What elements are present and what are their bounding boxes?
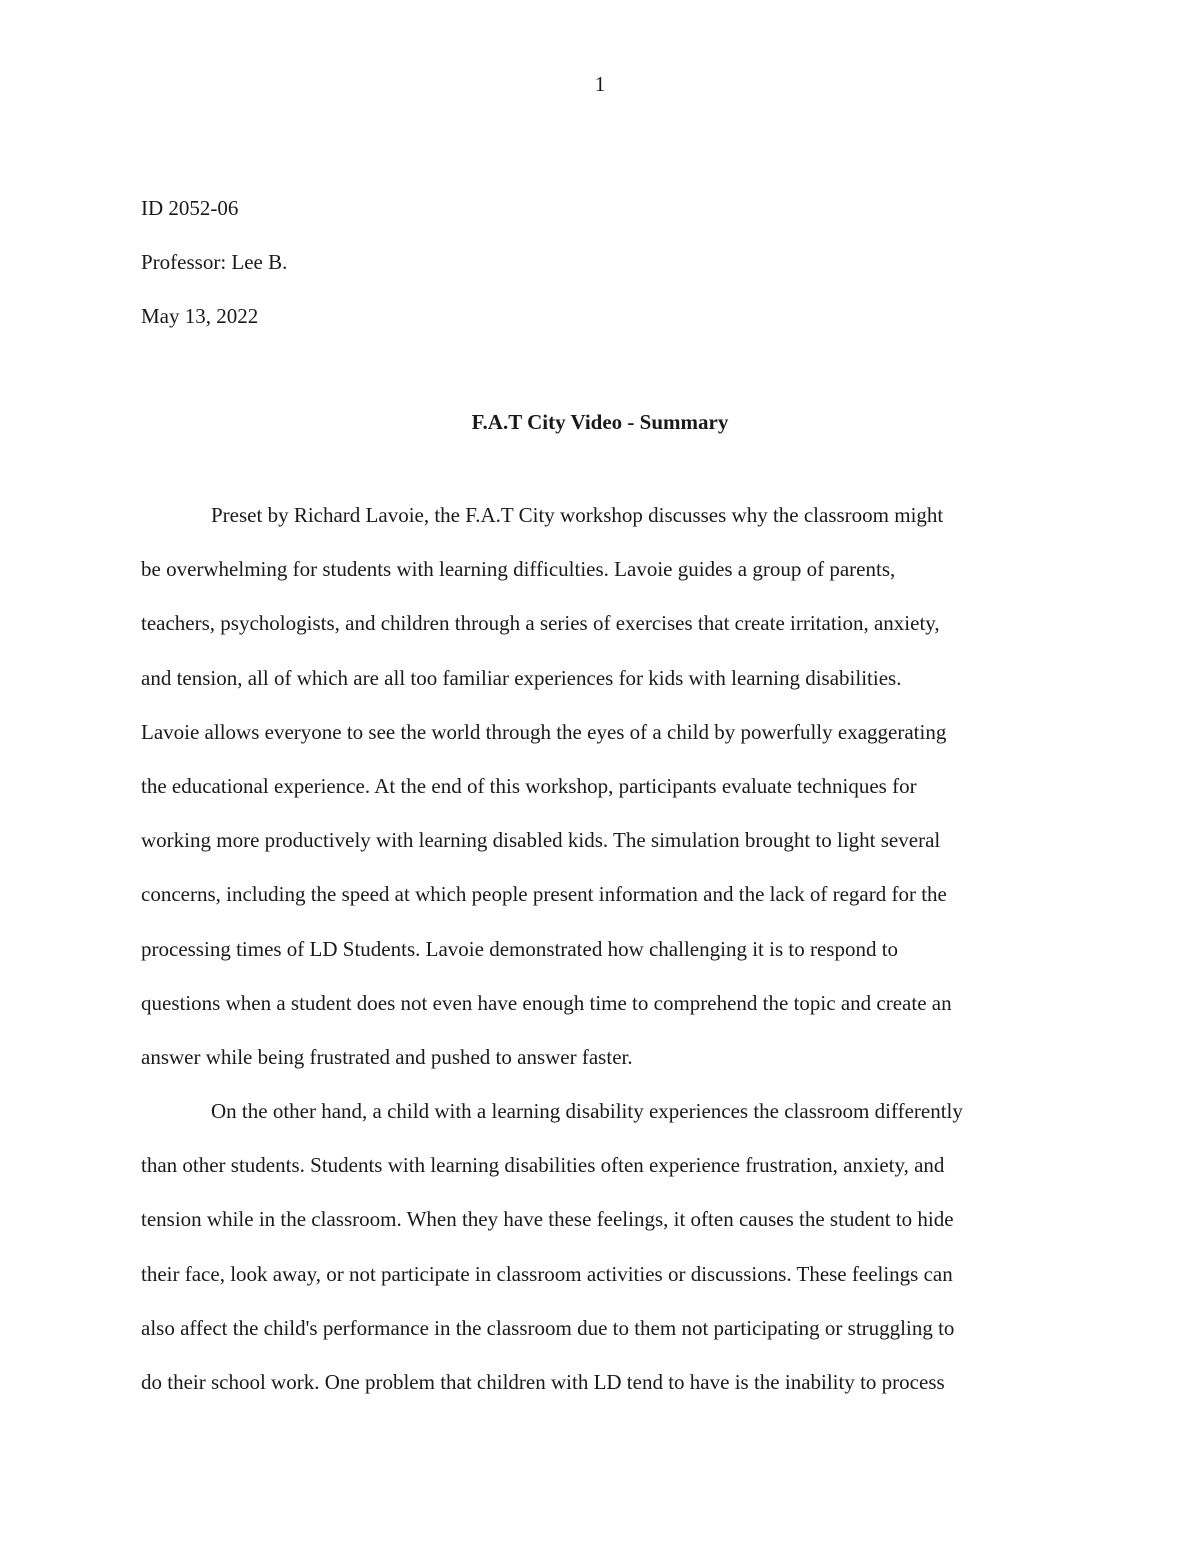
paragraph-line: working more productively with learning disabled kids. The simulation brought to light several — [141, 828, 941, 853]
paragraph-line: the educational experience. At the end of this workshop, participants evaluate techniques for — [141, 773, 917, 798]
body-text — [141, 500, 1071, 1421]
document-title: F.A.T City Video - Summary — [471, 410, 729, 434]
paragraph-line: Lavoie allows everyone to see the world through the eyes of a child by powerfully exaggerating — [141, 719, 947, 744]
paragraph-line: questions when a student does not even have enough time to comprehend the topic and create an — [141, 990, 952, 1015]
paragraph-line: do their school work. One problem that children with LD tend to have is the inability to process — [141, 1370, 945, 1394]
paragraph-line: On the other hand, a child with a learning disability experiences the classroom differently — [211, 1099, 963, 1124]
paragraph-line: concerns, including the speed at which people present information and the lack of regard for the — [141, 882, 947, 907]
paragraph-line: processing times of LD Students. Lavoie demonstrated how challenging it is to respond to — [141, 936, 899, 961]
date-line: May 13, 2022 — [141, 304, 259, 328]
paragraph-line: than other students. Students with learning disabilities often experience frustration, anxiety, and — [141, 1153, 945, 1178]
paragraph-line: tension while in the classroom. When they have these feelings, it often causes the student to hide — [141, 1207, 954, 1232]
paragraph-line: answer while being frustrated and pushed to answer faster. — [141, 1044, 633, 1069]
paragraph-line: Preset by Richard Lavoie, the F.A.T City workshop discusses why the classroom might — [211, 503, 944, 527]
paragraph-line: teachers, psychologists, and children through a series of exercises that create irritation, anxiety, — [141, 611, 940, 636]
paragraph-line: and tension, all of which are all too familiar experiences for kids with learning disabilities. — [141, 665, 902, 690]
paragraph-line: also affect the child's performance in the classroom due to them not participating or struggling to — [141, 1315, 955, 1340]
professor-line: Professor: Lee B. — [141, 250, 288, 274]
paragraph-line: their face, look away, or not participate in classroom activities or discussions. These feelings can — [141, 1261, 953, 1286]
student-id: ID 2052-06 — [141, 196, 239, 220]
page-number: 1 — [594, 72, 606, 96]
paragraph-line: be overwhelming for students with learning difficulties. Lavoie guides a group of parents, — [141, 557, 896, 582]
header-block — [141, 193, 287, 355]
